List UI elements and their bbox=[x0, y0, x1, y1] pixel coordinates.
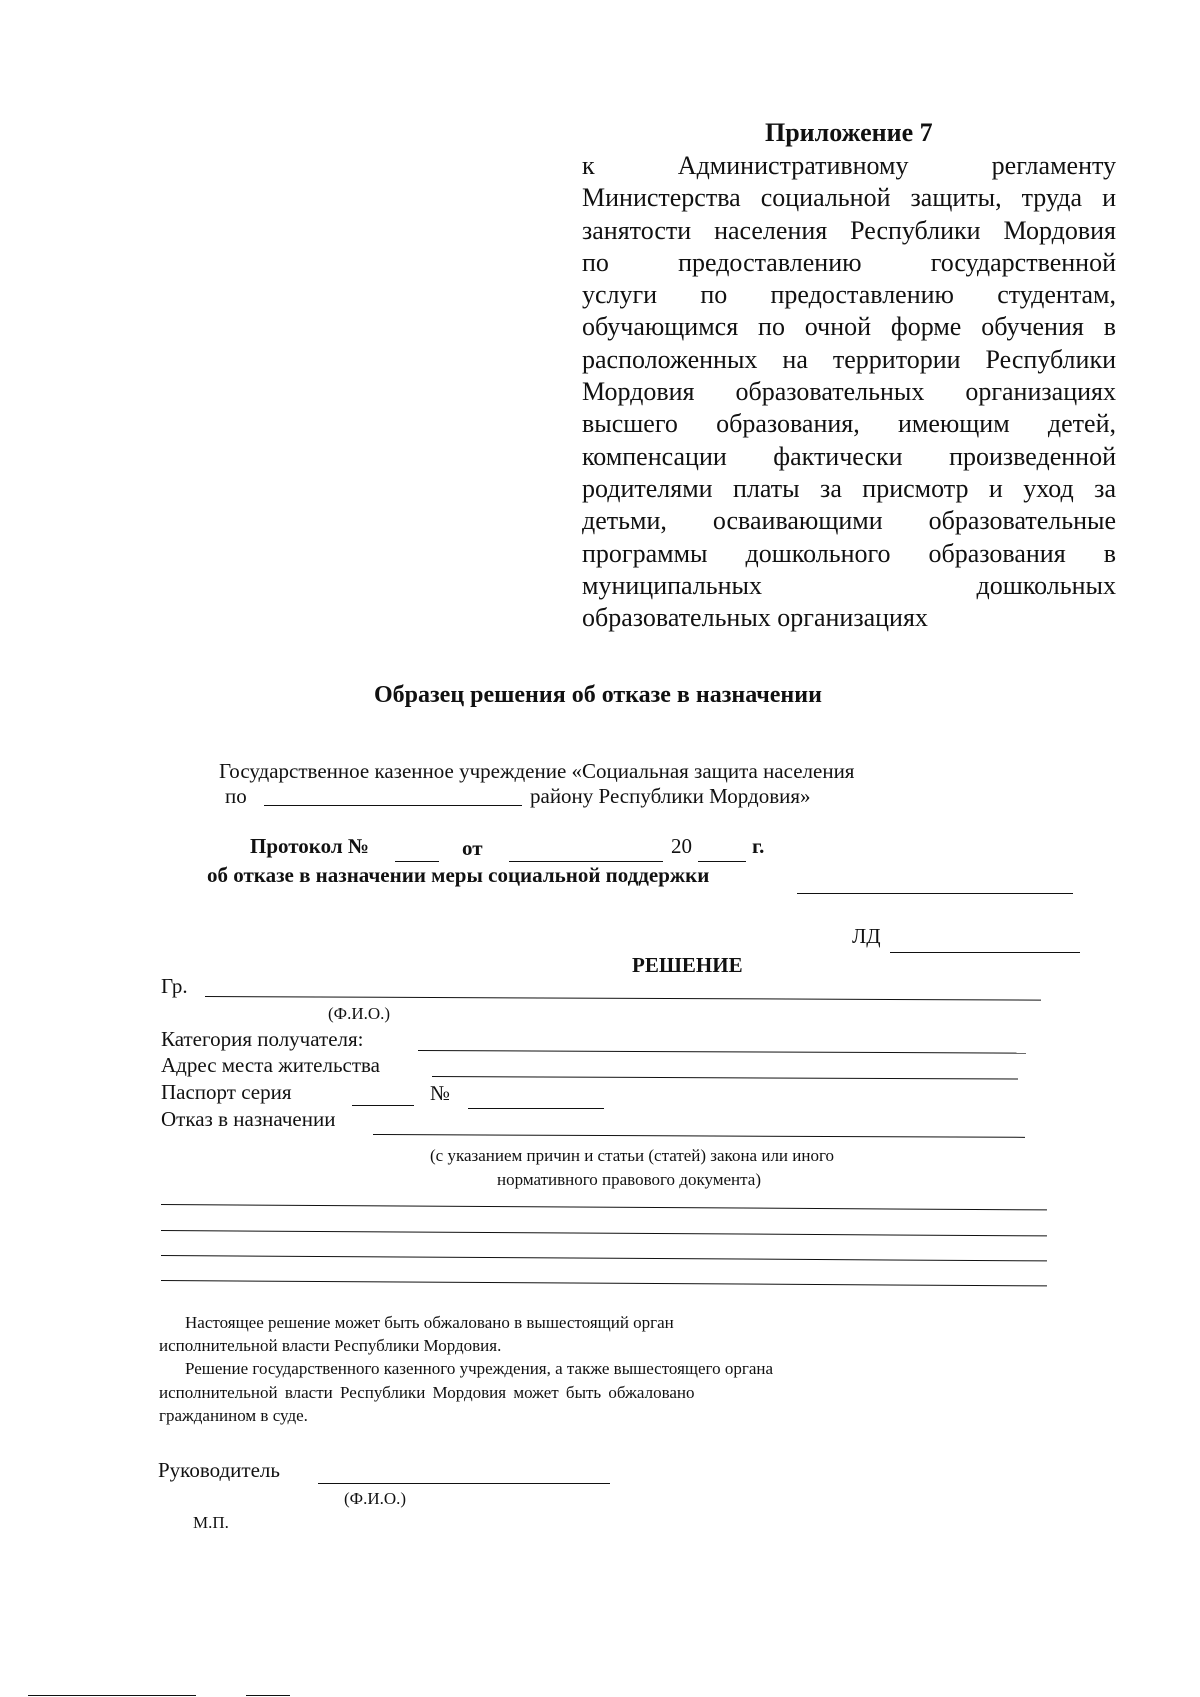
head-fio-caption: (Ф.И.О.) bbox=[344, 1489, 407, 1508]
category-blank bbox=[418, 1050, 1026, 1054]
note-line-5: гражданином в суде. bbox=[159, 1406, 308, 1425]
protocol-subject: об отказе в назначении меры социальной поддержки bbox=[207, 863, 710, 887]
citizen-label: Гр. bbox=[161, 974, 188, 998]
reason-line-1 bbox=[161, 1204, 1047, 1210]
refusal-label: Отказ в назначении bbox=[161, 1107, 336, 1131]
note-line-4: исполнительной власти Республики Мордовия может быть обжаловано bbox=[159, 1383, 695, 1402]
head-signature-blank bbox=[318, 1483, 610, 1484]
refusal-caption-1: (с указанием причин и статьи (статей) закона или иного bbox=[430, 1146, 835, 1165]
appendix-line: занятости населения Республики Мордовия bbox=[582, 215, 1116, 245]
appendix-line: к Административному регламенту bbox=[582, 151, 1116, 180]
refusal-caption-2: нормативного правового документа) bbox=[497, 1170, 761, 1189]
citizen-fio-caption: (Ф.И.О.) bbox=[328, 1004, 391, 1023]
appendix-line: муниципальных дошкольных bbox=[582, 570, 1116, 600]
appendix-line: расположенных на территории Республики bbox=[582, 344, 1116, 374]
appendix-line: услуги по предоставлению студентам, bbox=[582, 280, 1116, 310]
protocol-year-prefix: 20 bbox=[671, 834, 692, 858]
appendix-line: родителями платы за присмотр и уход за bbox=[582, 473, 1116, 503]
passport-series-label: Паспорт серия bbox=[161, 1080, 292, 1104]
appendix-title: Приложение 7 bbox=[765, 118, 933, 147]
protocol-date-blank bbox=[509, 861, 663, 862]
passport-number-blank bbox=[468, 1108, 604, 1109]
decision-heading: РЕШЕНИЕ bbox=[632, 953, 743, 977]
address-blank bbox=[432, 1076, 1018, 1080]
appendix-line: детьми, осваивающими образовательные bbox=[582, 506, 1116, 536]
refusal-blank bbox=[373, 1134, 1025, 1138]
protocol-label: Протокол № bbox=[250, 834, 369, 858]
support-measure-blank bbox=[797, 893, 1073, 894]
note-line-3: Решение государственного казенного учреждения, а также вышестоящего органа bbox=[185, 1359, 774, 1378]
head-label: Руководитель bbox=[158, 1458, 280, 1482]
citizen-fio-blank bbox=[205, 996, 1041, 1001]
institution-line-2-prefix: по bbox=[225, 784, 247, 808]
reason-line-4 bbox=[161, 1280, 1047, 1286]
district-blank bbox=[264, 805, 522, 806]
appendix-body bbox=[582, 150, 1116, 634]
reason-line-3 bbox=[161, 1255, 1047, 1261]
bottom-rule-left bbox=[28, 1695, 196, 1696]
passport-series-blank bbox=[352, 1105, 414, 1106]
bottom-rule-right bbox=[246, 1695, 290, 1696]
address-label: Адрес места жительства bbox=[161, 1053, 380, 1077]
institution-line-1: Государственное казенное учреждение «Социальная защита населения bbox=[219, 759, 855, 783]
appendix-line: по предоставлению государственной bbox=[582, 247, 1116, 277]
protocol-from-label: от bbox=[462, 836, 483, 860]
ld-blank bbox=[890, 952, 1080, 953]
appendix-line: обучающимся по очной форме обучения в bbox=[582, 312, 1116, 342]
appendix-line: Мордовия образовательных организациях bbox=[582, 377, 1116, 407]
appendix-line: высшего образования, имеющим детей, bbox=[582, 409, 1116, 439]
stamp-label: М.П. bbox=[193, 1513, 229, 1532]
appendix-line: образовательных организациях bbox=[582, 603, 928, 633]
category-label: Категория получателя: bbox=[161, 1027, 364, 1051]
reason-line-2 bbox=[161, 1230, 1047, 1236]
note-line-1: Настоящее решение может быть обжаловано в вышестоящий орган bbox=[185, 1313, 674, 1332]
institution-line-2-suffix: району Республики Мордовия» bbox=[530, 784, 811, 808]
protocol-year-suffix: г. bbox=[752, 834, 765, 858]
appendix-line: Министерства социальной защиты, труда и bbox=[582, 183, 1116, 213]
protocol-number-blank bbox=[395, 861, 439, 862]
ld-label: ЛД bbox=[852, 924, 881, 948]
note-line-2: исполнительной власти Республики Мордовия. bbox=[159, 1336, 502, 1355]
doc-title: Образец решения об отказе в назначении bbox=[374, 682, 822, 708]
passport-number-label: № bbox=[430, 1081, 451, 1105]
appendix-line: компенсации фактически произведенной bbox=[582, 441, 1116, 471]
appendix-line: программы дошкольного образования в bbox=[582, 538, 1116, 568]
protocol-year-blank bbox=[698, 861, 746, 862]
